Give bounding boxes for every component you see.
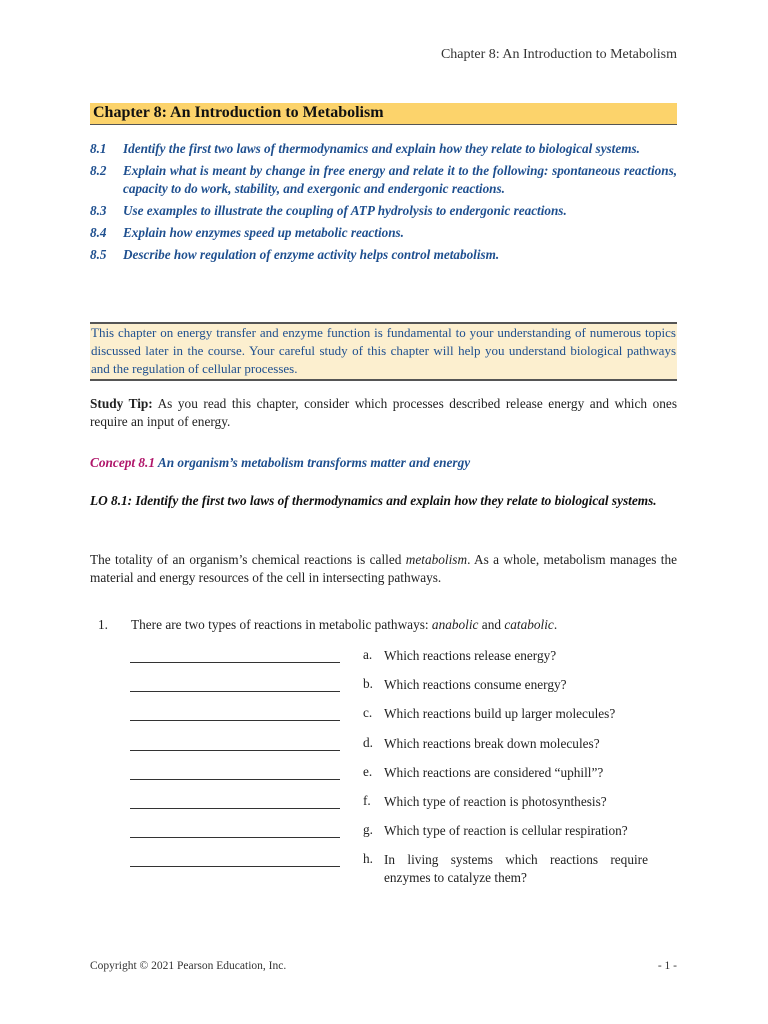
page-number: - 1 -: [657, 960, 677, 972]
answer-blank[interactable]: [130, 779, 340, 780]
learning-objectives: [90, 140, 677, 268]
subquestion-text: Which reactions release energy?: [384, 648, 557, 663]
answer-blank[interactable]: [130, 720, 340, 721]
objective-number: 8.2: [90, 163, 107, 178]
subquestion-letter: b.: [363, 676, 373, 692]
objective-number: 8.3: [90, 203, 107, 218]
subquestion-text: Which reactions consume energy?: [384, 677, 567, 693]
objective-text: Explain what is meant by change in free energy and relate it to the following: spontaneous reactions, capacity to do work, stability, and exergonic and endergonic reactions.: [123, 163, 677, 196]
subquestion: [130, 705, 690, 734]
study-tip: [90, 395, 677, 431]
answer-blank[interactable]: [130, 808, 340, 809]
running-header: Chapter 8: An Introduction to Metabolism: [440, 47, 677, 62]
answer-blank[interactable]: [130, 662, 340, 663]
study-tip-text: As you read this chapter, consider which processes described release energy and which ones require an input of energy.: [90, 396, 677, 429]
subquestion: [130, 822, 690, 851]
answer-blank[interactable]: [130, 691, 340, 692]
objective-text: Describe how regulation of enzyme activity helps control metabolism.: [123, 247, 500, 262]
subquestion-text: Which reactions build up larger molecules?: [384, 706, 616, 722]
term-catabolic: catabolic: [504, 617, 554, 632]
question-1: [98, 617, 557, 633]
objective-number: 8.5: [90, 247, 107, 262]
answer-blank[interactable]: [130, 750, 340, 751]
chapter-title-bar: [90, 103, 677, 125]
subquestion-letter: e.: [363, 763, 373, 779]
question-text: and: [478, 617, 505, 632]
subquestion-letter: h.: [363, 851, 373, 867]
subquestion-text: Which type of reaction is cellular respiration?: [384, 823, 628, 839]
term-metabolism: metabolism: [405, 552, 468, 567]
objective-number: 8.1: [90, 141, 107, 156]
subquestion: [130, 851, 690, 886]
subquestion: [130, 735, 690, 764]
term-anabolic: anabolic: [431, 617, 479, 632]
answer-blank[interactable]: [130, 837, 340, 838]
intro-text: This chapter on energy transfer and enzyme function is fundamental to your understanding of numerous topics discussed later in the course. Your careful study of this chapter will help you understand biological pathways and the regulation of cellular processes.: [91, 325, 676, 376]
question-text: There are two types of reactions in metabolic pathways:: [131, 617, 432, 632]
subquestion-letter: c.: [363, 705, 373, 721]
learning-objective-heading: LO 8.1: Identify the first two laws of thermodynamics and explain how they relate to biological systems.: [90, 493, 657, 508]
subquestion-text: In living systems which reactions require enzymes to catalyze them?: [384, 852, 648, 886]
subquestion-letter: g.: [363, 822, 373, 838]
subquestion-text: Which type of reaction is photosynthesis?: [384, 793, 607, 809]
concept-title: An organism’s metabolism transforms matter and energy: [155, 455, 471, 470]
objective-item: [90, 140, 677, 158]
metabolism-paragraph: [90, 551, 677, 587]
subquestion: [130, 676, 690, 705]
subquestion-letter: f.: [363, 792, 371, 808]
subquestion-letter: a.: [363, 647, 373, 662]
page-footer: [90, 960, 677, 972]
objective-item: [90, 202, 677, 220]
subquestion-text: Which reactions break down molecules?: [384, 735, 600, 751]
concept-number: Concept 8.1: [90, 455, 156, 470]
subquestion-list: [130, 647, 690, 886]
subquestion: [130, 764, 690, 793]
subquestion: [130, 793, 690, 822]
objective-item: [90, 162, 677, 198]
objective-item: [90, 246, 677, 264]
objective-number: 8.4: [90, 225, 107, 240]
objective-text: Explain how enzymes speed up metabolic reactions.: [123, 225, 404, 240]
study-tip-label: Study Tip:: [90, 396, 153, 411]
intro-box: [90, 322, 677, 381]
question-number: 1.: [98, 617, 108, 632]
question-text: .: [553, 617, 558, 632]
paragraph-text: The totality of an organism’s chemical reactions is called: [90, 552, 406, 567]
subquestion-text: Which reactions are considered “uphill”?: [384, 764, 604, 780]
paragraph-text: . As a whole, metabolism manages the material and energy resources of the cell in intersecting pathways.: [90, 552, 677, 585]
subquestion-letter: d.: [363, 734, 373, 750]
chapter-title: Chapter 8: An Introduction to Metabolism: [93, 104, 384, 121]
objective-text: Identify the first two laws of thermodynamics and explain how they relate to biological systems.: [123, 141, 640, 156]
objective-item: [90, 224, 677, 242]
concept-heading: [90, 454, 677, 472]
copyright-text: Copyright © 2021 Pearson Education, Inc.: [90, 960, 287, 972]
subquestion: [130, 647, 690, 676]
answer-blank[interactable]: [130, 866, 340, 867]
objective-text: Use examples to illustrate the coupling of ATP hydrolysis to endergonic reactions.: [123, 203, 567, 218]
